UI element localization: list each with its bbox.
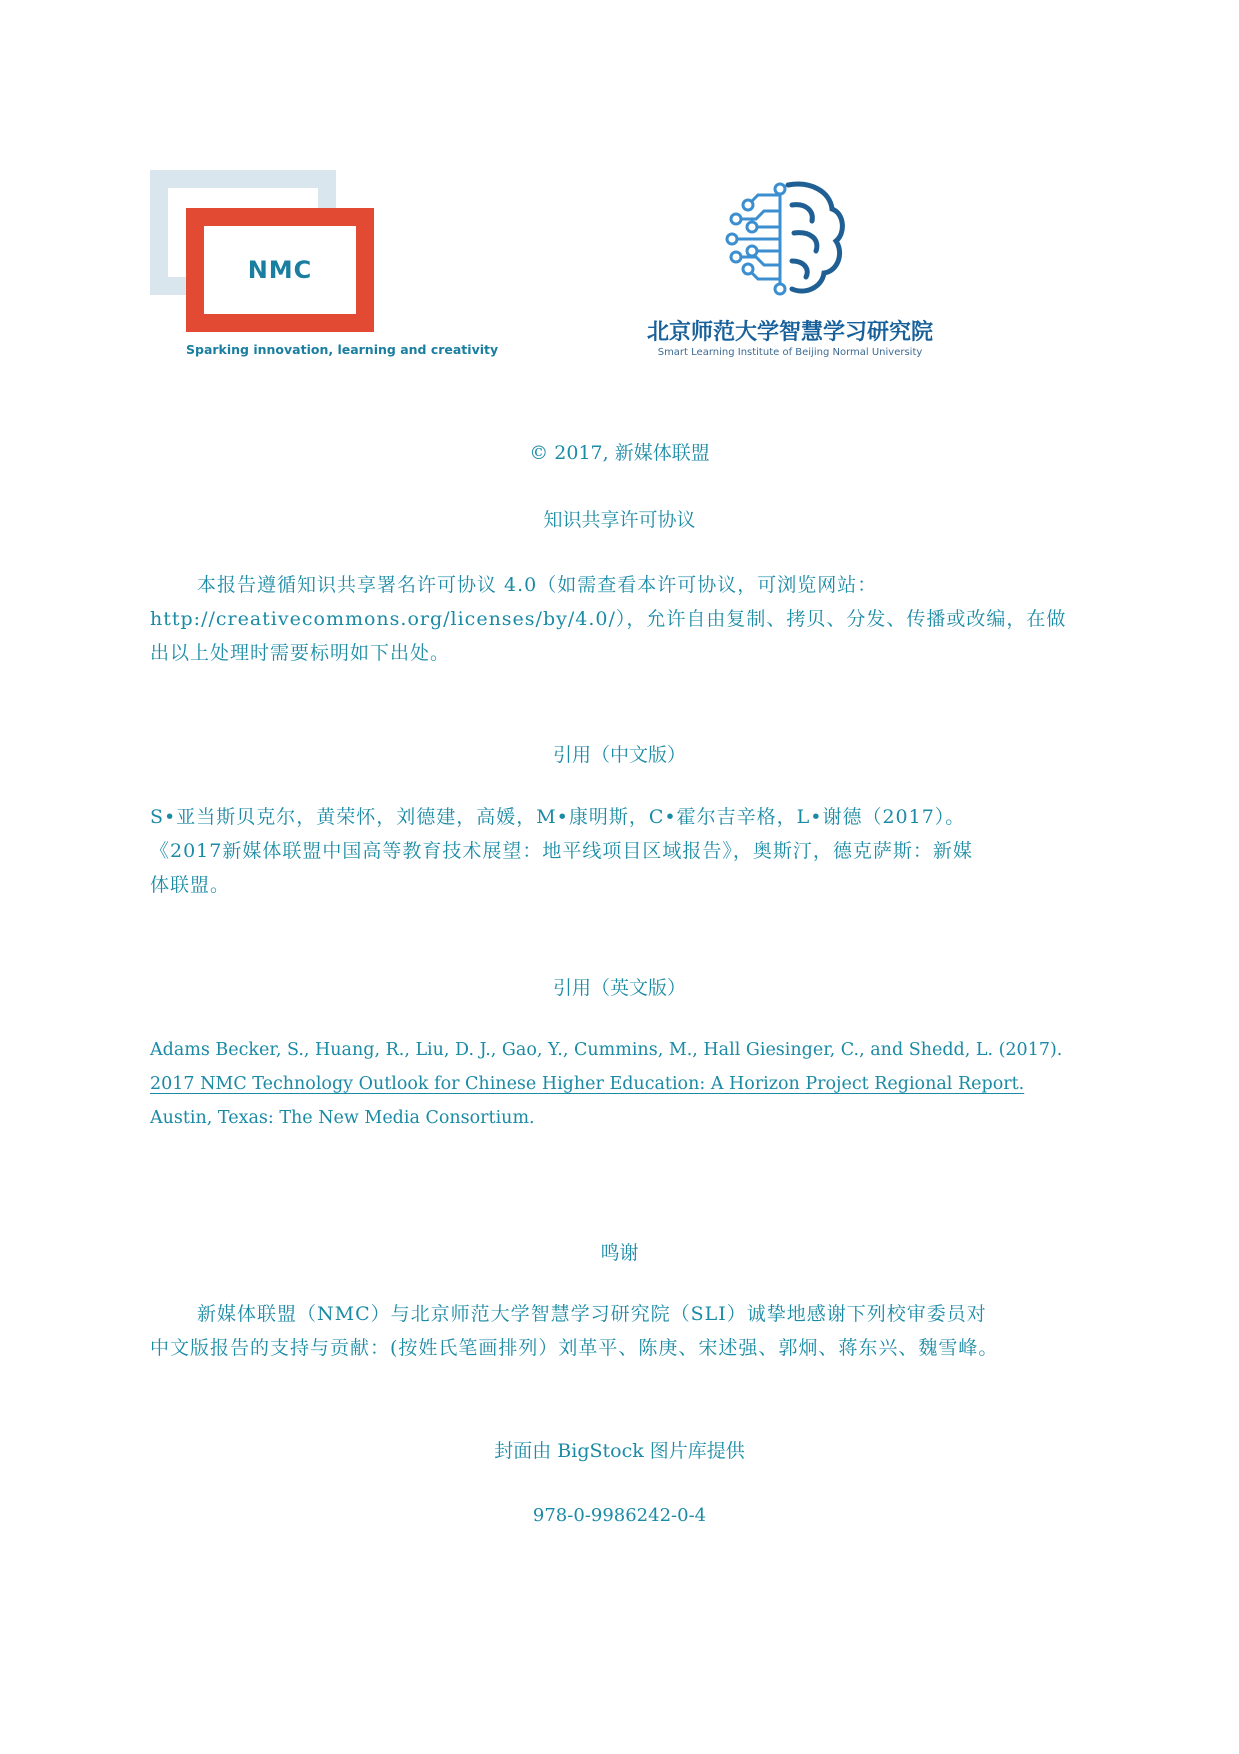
license-line: 出以上处理时需要标明如下出处。	[150, 642, 451, 664]
citation-en-line: Austin, Texas: The New Media Consortium.	[150, 1108, 535, 1128]
bnu-logo-english-name: Smart Learning Institute of Beijing Normal University	[657, 347, 923, 358]
citation-cn-line: S•亚当斯贝克尔，黄荣怀，刘德建，高媛，M•康明斯，C•霍尔吉辛格，L•谢德（2017）。	[150, 806, 966, 828]
bnu-logo-chinese-name: 北京师范大学智慧学习研究院	[646, 320, 933, 345]
copyright-line: © 2017, 新媒体联盟	[529, 442, 710, 464]
license-line: http://creativecommons.org/licenses/by/4.0/），允许自由复制、拷贝、分发、传播或改编，在做	[150, 608, 1067, 630]
bnu-sli-logo	[630, 175, 950, 365]
license-heading: 知识共享许可协议	[543, 509, 696, 531]
citation-en-title-link[interactable]: 2017 NMC Technology Outlook for Chinese Higher Education: A Horizon Project Regional Report.	[150, 1074, 1025, 1094]
citation-en-paragraph	[150, 1033, 1090, 1135]
citation-cn-line: 体联盟。	[150, 874, 231, 896]
cover-credit: 封面由 BigStock 图片库提供	[494, 1440, 745, 1462]
brain-circuit-icon	[718, 175, 848, 303]
acknowledgements-paragraph	[150, 1297, 1090, 1365]
acknowledgements-line: 新媒体联盟（NMC）与北京师范大学智慧学习研究院（SLI）诚挚地感谢下列校审委员对	[197, 1303, 987, 1325]
citation-cn-paragraph	[150, 800, 1090, 902]
citation-cn-heading: 引用（中文版）	[552, 744, 686, 766]
nmc-logo-front-frame	[186, 208, 374, 332]
acknowledgements-line: 中文版报告的支持与贡献：(按姓氏笔画排列）刘革平、陈庚、宋述强、郭炯、蒋东兴、魏雪峰。	[150, 1337, 999, 1359]
nmc-logo-text: NMC	[247, 256, 313, 284]
nmc-logo	[150, 170, 499, 365]
citation-en-line: Adams Becker, S., Huang, R., Liu, D. J., Gao, Y., Cummins, M., Hall Giesinger, C., and Shedd, L. (2017).	[150, 1040, 1063, 1060]
citation-en-heading: 引用（英文版）	[552, 977, 686, 999]
isbn: 978-0-9986242-0-4	[532, 1505, 707, 1526]
nmc-tagline: Sparking innovation, learning and creativity	[186, 342, 499, 357]
license-line: 本报告遵循知识共享署名许可协议 4.0（如需查看本许可协议，可浏览网站：	[197, 574, 878, 596]
acknowledgements-heading: 鸣谢	[600, 1242, 639, 1264]
citation-cn-line: 《2017新媒体联盟中国高等教育技术展望：地平线项目区域报告》，奥斯汀，德克萨斯：新媒	[150, 840, 973, 862]
license-paragraph	[150, 568, 1090, 670]
